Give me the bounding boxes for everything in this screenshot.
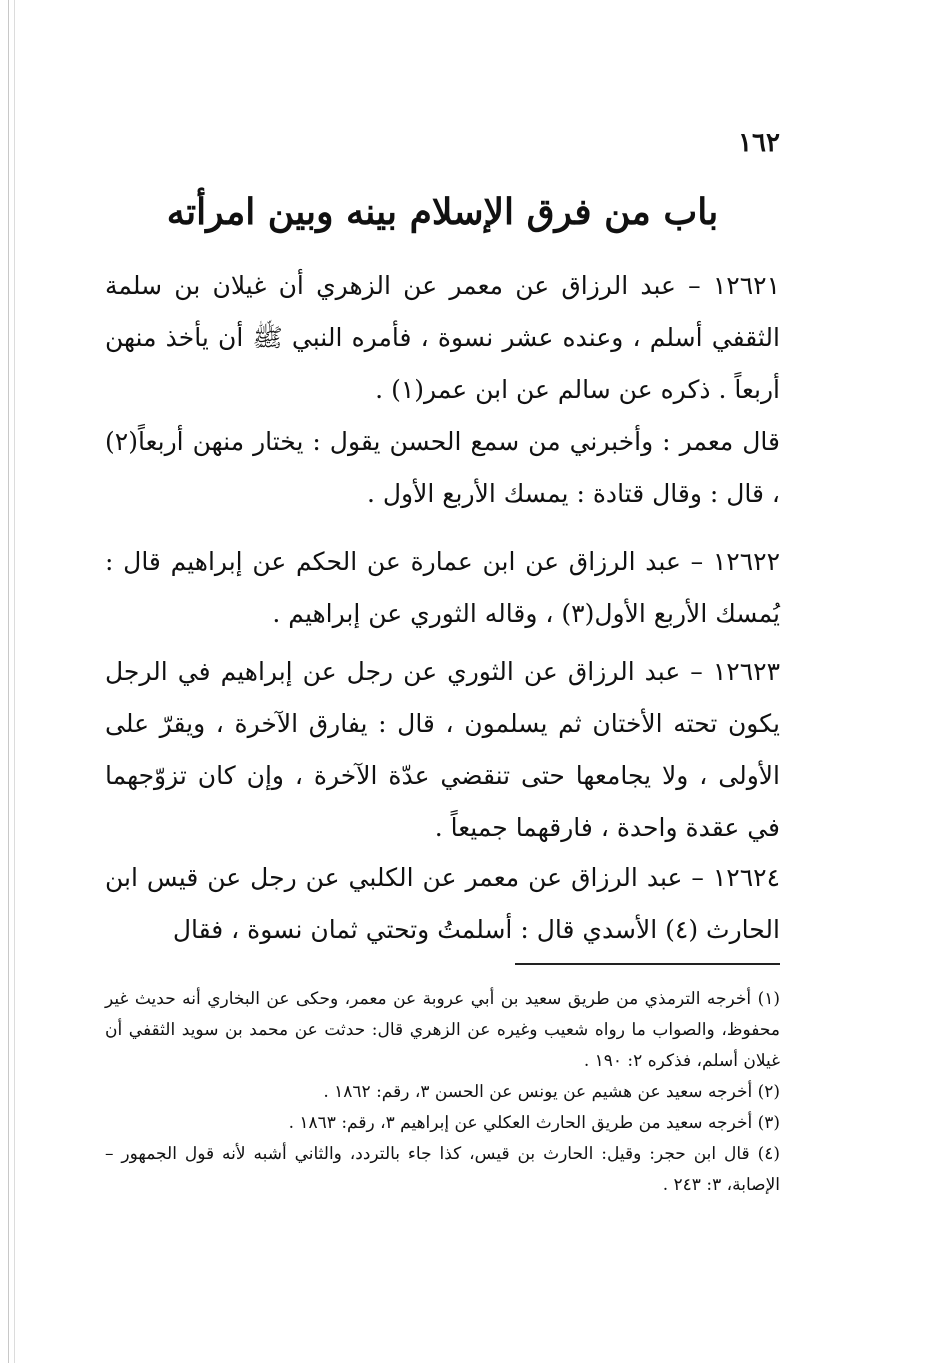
hadith-12621: ١٢٦٢١ – عبد الرزاق عن معمر عن الزهري أن غيلان بن سلمة الثقفي أسلم ، وعنده عشر نسوة ، فأمره النبي ﷺ أن يأخذ منهن أربعاً . ذكره عن سالم عن ابن عمر(١) . xyxy=(105,271,780,404)
chapter-title: باب من فرق الإسلام بينه وبين امرأته xyxy=(166,191,719,233)
hadith-12624: ١٢٦٢٤ – عبد الرزاق عن معمر عن الكلبي عن رجل عن قيس ابن الحارث (٤) الأسدي قال : أسلمتُ وتحتي ثمان نسوة ، فقال xyxy=(105,863,780,944)
scan-edge-line xyxy=(14,0,15,1363)
scan-edge-line xyxy=(8,0,9,1363)
page-number: ١٦٢ xyxy=(738,128,780,158)
footnote-1: (١) أخرجه الترمذي من طريق سعيد بن أبي عروبة عن معمر، وحكى عن البخاري أنه حديث غير محفوظ، والصواب ما رواه شعيب وغيره عن الزهري قال: حدثت عن محمد بن سويد الثقفي أن غيلان أسلم، فذكره ٢: ١٩٠ . xyxy=(105,989,780,1071)
footnote-divider xyxy=(515,963,780,965)
footnote-3: (٣) أخرجه سعيد من طريق الحارث العكلي عن إبراهيم ٣، رقم: ١٨٦٣ . xyxy=(288,1113,780,1133)
footnotes xyxy=(105,984,780,1201)
hadith-12622: ١٢٦٢٢ – عبد الرزاق عن ابن عمارة عن الحكم عن إبراهيم قال : يُمسك الأربع الأول(٣) ، وقاله الثوري عن إبراهيم . xyxy=(105,547,780,628)
footnote-2: (٢) أخرجه سعيد عن هشيم عن يونس عن الحسن ٣، رقم: ١٨٦٢ . xyxy=(323,1082,780,1102)
commentary-paragraph: قال معمر : وأخبرني من سمع الحسن يقول : يختار منهن أربعاً(٢) ، قال : وقال قتادة : يمسك الأربع الأول . xyxy=(105,427,780,508)
hadith-12623: ١٢٦٢٣ – عبد الرزاق عن الثوري عن رجل عن إبراهيم في الرجل يكون تحته الأختان ثم يسلمون ، قال : يفارق الآخرة ، ويقرّ على الأولى ، ولا يجامعها حتى تنقضي عدّة الآخرة ، وإن كان تزوّجهما في عقدة واحدة ، فارقهما جميعاً . xyxy=(105,657,780,842)
footnote-4: (٤) قال ابن حجر: وقيل: الحارث بن قيس، كذا جاء بالتردد، والثاني أشبه لأنه قول الجمهور – الإصابة، ٣: ٢٤٣ . xyxy=(105,1144,780,1195)
